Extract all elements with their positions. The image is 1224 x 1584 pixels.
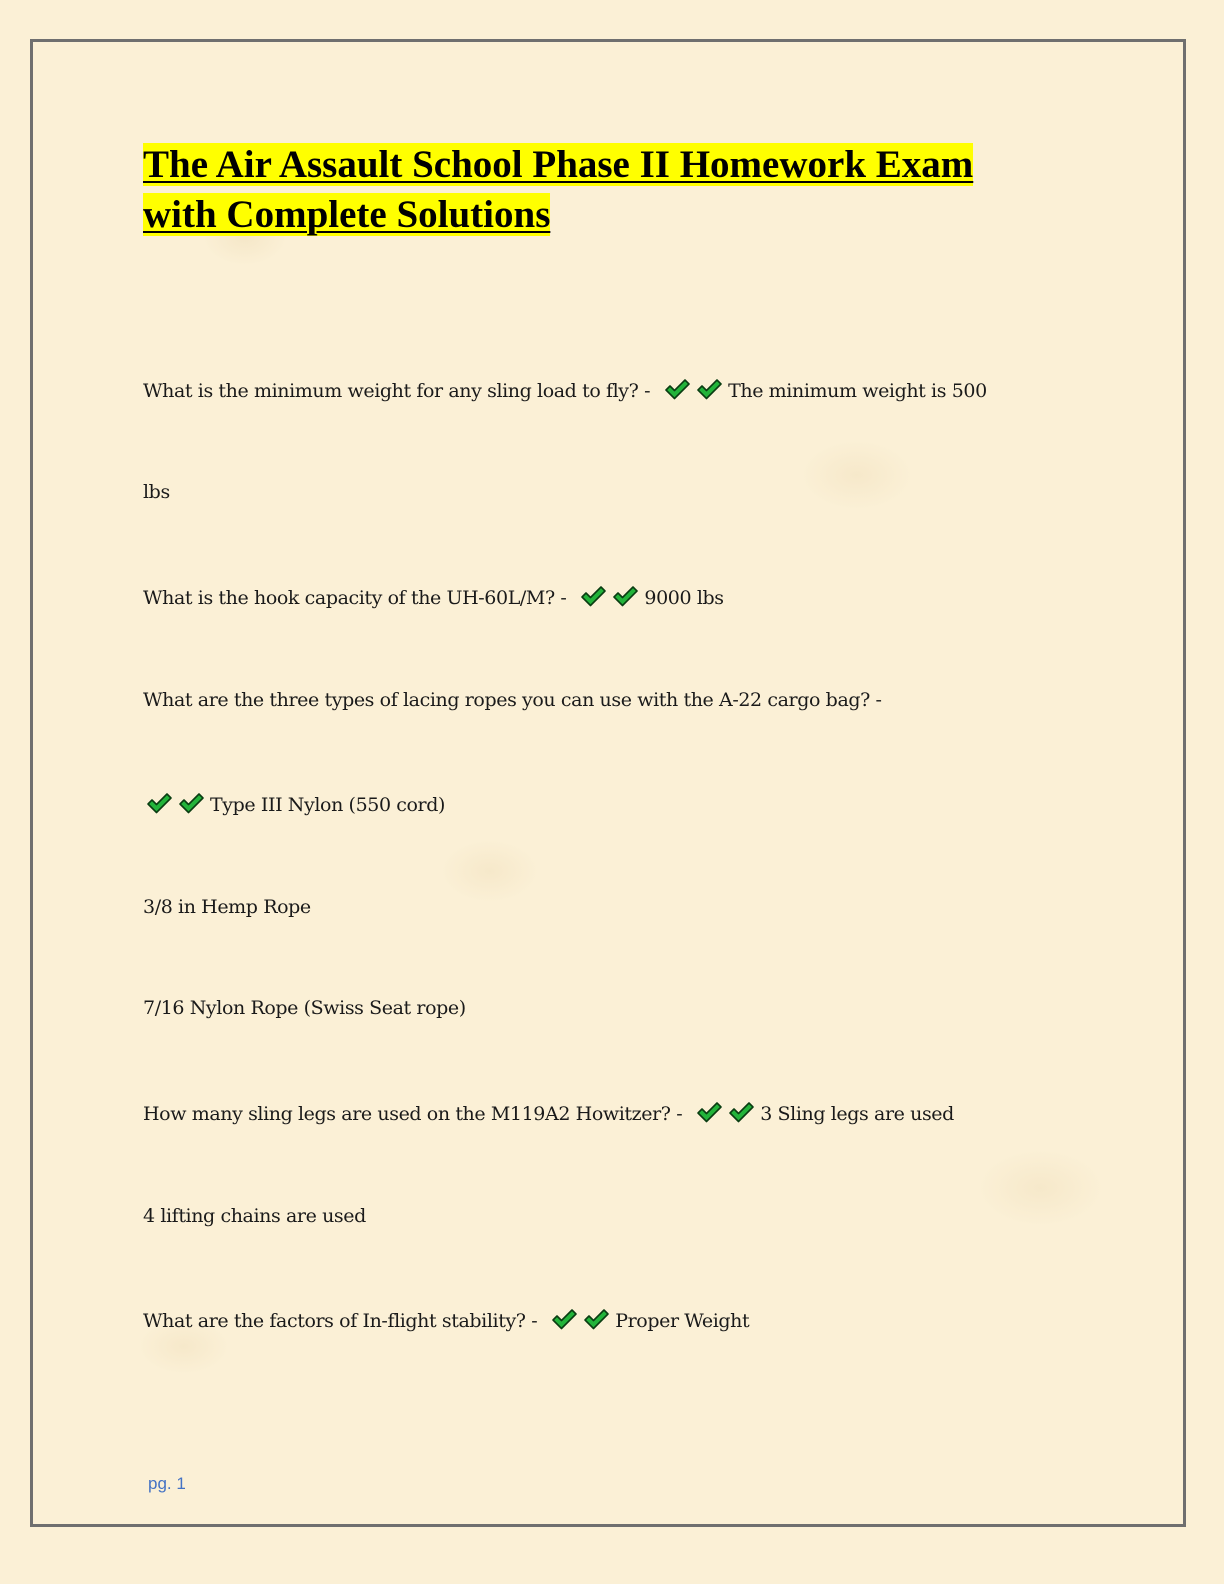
question-line — [143, 377, 987, 405]
question-text: What is the hook capacity of the UH-60L/M? - — [143, 587, 567, 609]
check-icon — [696, 1101, 723, 1123]
title-line-1: The Air Assault School Phase II Homework Exam — [143, 143, 974, 186]
question-text: What are the factors of In-flight stability? - — [143, 1310, 538, 1332]
answer-text: 9000 lbs — [644, 587, 724, 609]
document-title — [143, 140, 1043, 240]
answer-line: 4 lifting chains are used — [143, 1205, 366, 1227]
question-text: What is the minimum weight for any sling load to fly? - — [143, 380, 651, 402]
answer-text: The minimum weight is 500 — [728, 380, 987, 402]
check-icon — [146, 792, 173, 814]
check-icon — [583, 1308, 610, 1330]
question-line — [143, 1307, 749, 1335]
answer-line — [143, 791, 445, 819]
check-icon — [580, 585, 607, 607]
check-icon — [551, 1308, 578, 1330]
check-icon — [728, 1101, 755, 1123]
title-line-2: with Complete Solutions — [143, 193, 551, 236]
check-icon — [664, 378, 691, 400]
question-line — [143, 584, 724, 612]
question-text: How many sling legs are used on the M119A2 Howitzer? - — [143, 1103, 683, 1125]
page-border — [30, 39, 1186, 1527]
check-icon — [178, 792, 205, 814]
question-line — [143, 1100, 954, 1128]
question-line: What are the three types of lacing ropes you can use with the A-22 cargo bag? - — [143, 689, 882, 711]
answer-text: Type III Nylon (550 cord) — [210, 794, 446, 816]
answer-line: lbs — [143, 481, 170, 503]
answer-line: 7/16 Nylon Rope (Swiss Seat rope) — [143, 997, 466, 1019]
answer-text: Proper Weight — [615, 1310, 750, 1332]
page-number: pg. 1 — [148, 1474, 186, 1493]
check-icon — [612, 585, 639, 607]
answer-text: 3 Sling legs are used — [760, 1103, 954, 1125]
check-icon — [696, 378, 723, 400]
answer-line: 3/8 in Hemp Rope — [143, 896, 311, 918]
